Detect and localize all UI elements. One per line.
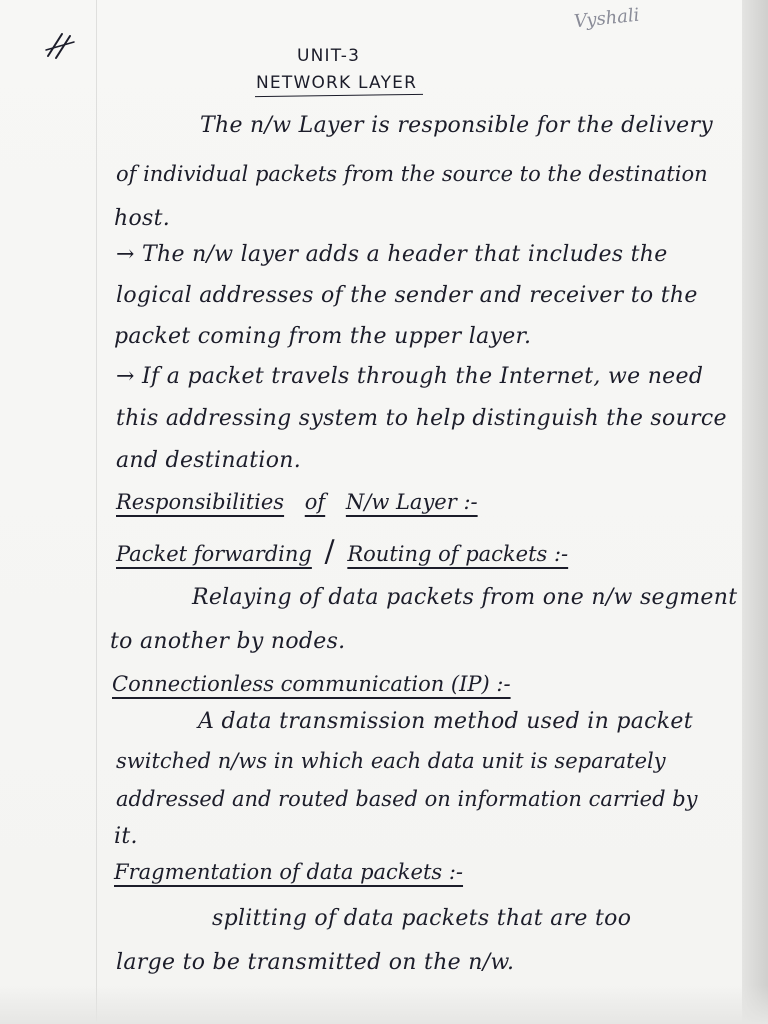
intro-line-3: host.	[114, 206, 171, 231]
responsibilities-nw-layer: N/w Layer :-	[345, 490, 478, 514]
connectionless-line-2: switched n/ws in which each data unit is separately	[116, 749, 666, 773]
responsibilities-word: Responsibilities	[116, 490, 285, 514]
point1-line-3: packet coming from the upper layer.	[114, 324, 532, 349]
page-title: NETWORK LAYER	[256, 73, 418, 93]
author-signature: Vyshali	[573, 4, 641, 33]
packet-forwarding-line-1: Relaying of data packets from one n/w segment	[192, 585, 738, 610]
packet-forwarding-heading	[116, 534, 569, 569]
point2-line-2: this addressing system to help distinguish the source	[116, 406, 727, 431]
point1-line-1: → The n/w layer adds a header that includes the	[116, 242, 668, 267]
fragmentation-line-1: splitting of data packets that are too	[212, 906, 632, 931]
title-underline	[255, 94, 423, 97]
responsibilities-of: of	[304, 490, 326, 514]
connectionless-label: Connectionless communication (IP) :-	[112, 672, 511, 696]
packet-forwarding-line-2: to another by nodes.	[110, 629, 346, 654]
point2-line-1: → If a packet travels through the Internet, we need	[116, 364, 704, 389]
page-bottom-shadow	[0, 985, 768, 1024]
intro-line-2: of individual packets from the source to the destination	[116, 162, 708, 186]
point1-line-2: logical addresses of the sender and receiver to the	[116, 283, 698, 308]
page-edge-shadow	[742, 0, 768, 1024]
intro-line-1: The n/w Layer is responsible for the delivery	[200, 113, 714, 138]
routing-of-packets-label: Routing of packets :-	[347, 542, 569, 566]
connectionless-heading	[112, 670, 511, 698]
heading-slash: /	[324, 534, 335, 569]
connectionless-line-1: A data transmission method used in packet	[198, 709, 693, 734]
fragmentation-line-2: large to be transmitted on the n/w.	[116, 950, 515, 975]
fragmentation-label: Fragmentation of data packets :-	[114, 860, 464, 884]
fragmentation-heading	[114, 858, 463, 886]
responsibilities-heading	[116, 488, 478, 516]
point2-line-3: and destination.	[116, 448, 301, 473]
packet-forwarding-label: Packet forwarding	[116, 542, 312, 566]
corner-double-slash-mark	[44, 30, 84, 60]
connectionless-line-4: it.	[114, 824, 138, 849]
unit-title: UNIT-3	[297, 46, 361, 66]
connectionless-line-3: addressed and routed based on information carried by	[116, 787, 698, 811]
margin-line	[96, 0, 97, 1024]
